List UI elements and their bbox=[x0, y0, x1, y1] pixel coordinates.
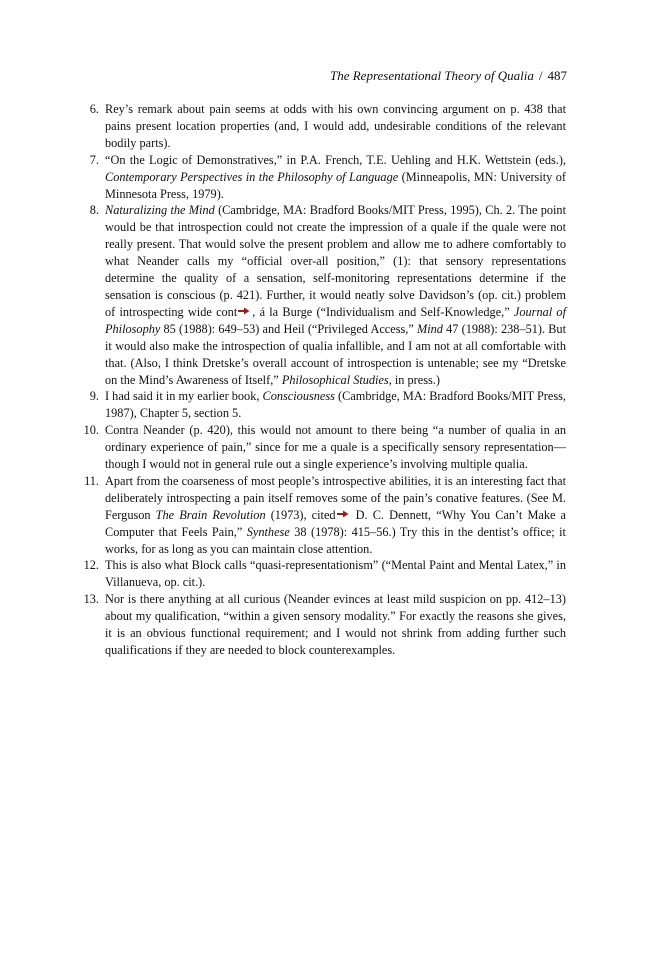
note-italic-title: The Brain Revolution bbox=[155, 507, 266, 522]
endnotes-list bbox=[83, 101, 567, 659]
note-text: D. C. Dennett, “Why You Can’t Make a Computer that Feels Pain,” bbox=[105, 507, 567, 539]
note-text: Nor is there anything at all curious (Neander evinces at least mild suspicion on pp. 412–13) about my qualification, “within a given sensory modality.” For exactly the reasons she gives, it is an obvious functional requirement; and I would not shrink from adding further such qualifications if they are needed to block counterexamples. bbox=[105, 592, 566, 657]
note-italic-title: Contemporary Perspectives in the Philosophy of Language bbox=[105, 169, 399, 184]
note-number: 12. bbox=[83, 558, 99, 573]
page-number: 487 bbox=[547, 68, 567, 83]
header-separator: / bbox=[538, 68, 543, 83]
running-head bbox=[330, 68, 567, 84]
endnote-10 bbox=[83, 422, 566, 473]
note-number: 13. bbox=[83, 592, 99, 607]
endnote-12 bbox=[83, 557, 566, 591]
note-text: (Cambridge, MA: Bradford Books/MIT Press, 1995), Ch. 2. The point would be that introspection could not create the impression of a quale if the quale were not really present. That would solve the present problem and allow me to adhere comfortably to what Neander calls my “official over-all position,” (1): that sensory representations determine the quality of a sensation, self-monitoring representations determine if the sensation is conscious (p. 421). Further, it would neatly solve Davidson’s (op. cit.) problem of introspecting wide cont bbox=[105, 203, 566, 319]
note-italic-title: Mind bbox=[416, 321, 443, 336]
note-number: 11. bbox=[84, 473, 99, 488]
note-text: Contra Neander (p. 420), this would not amount to there being “a number of qualia in an ordinary experience of pain,” since for me a quale is a specifically sensory representation—though I would not in general rule out a single experience’s involving multiple qualia. bbox=[105, 423, 566, 472]
note-italic-title: Synthese bbox=[246, 524, 290, 539]
note-text: (Minneapolis, MN: University of Minnesota Press, 1979). bbox=[105, 169, 566, 201]
note-number: 6. bbox=[89, 102, 99, 116]
red-arrow-icon[interactable] bbox=[337, 510, 349, 518]
endnote-9 bbox=[89, 388, 566, 422]
note-text: (1973), cited bbox=[265, 507, 336, 522]
note-number: 7. bbox=[89, 152, 99, 167]
note-italic-title: Journal of Philosophy bbox=[105, 304, 566, 336]
note-italic-title: Philosophical Studies bbox=[281, 372, 389, 387]
note-number: 8. bbox=[89, 203, 99, 218]
note-text: 47 (1988): 238–51). But it would also make the introspection of qualia infallible, and I am not at all comfortable with that. (Also, I think Dretske’s overall account of introspection is untenable; see my “Dretske on the Mind’s Awareness of Itself,” bbox=[105, 321, 567, 387]
note-text: , á la Burge (“Individualism and Self-Knowledge,” bbox=[252, 304, 514, 319]
note-text: (Cambridge, MA: Bradford Books/MIT Press, 1987), Chapter 5, section 5. bbox=[105, 389, 566, 421]
note-text: , in press.) bbox=[388, 372, 440, 387]
note-text: I had said it in my earlier book, bbox=[105, 389, 263, 404]
note-number: 9. bbox=[89, 389, 99, 404]
endnote-7 bbox=[89, 152, 566, 203]
note-text: This is also what Block calls “quasi-representationism” (“Mental Paint and Mental Latex,” in Villanueva, op. cit.). bbox=[105, 558, 566, 590]
red-arrow-icon[interactable] bbox=[238, 307, 250, 315]
note-text: “On the Logic of Demonstratives,” in P.A. French, T.E. Uehling and H.K. Wettstein (eds.), bbox=[105, 152, 566, 167]
note-italic-title: Consciousness bbox=[262, 389, 335, 404]
note-number: 10. bbox=[83, 423, 99, 438]
endnote-11 bbox=[84, 473, 567, 558]
running-title: The Representational Theory of Qualia bbox=[329, 68, 534, 83]
note-italic-title: Naturalizing the Mind bbox=[105, 203, 215, 218]
endnote-13 bbox=[83, 591, 566, 659]
endnote-8 bbox=[89, 202, 567, 388]
note-text: Rey’s remark about pain seems at odds with his own convincing argument on p. 438 that pains present location properties (and, I would add, undesirable conditions of the relevant bodily parts). bbox=[105, 102, 566, 150]
endnote-6 bbox=[89, 101, 566, 152]
note-text: Apart from the coarseness of most people’s introspective abilities, it is an interesting fact that deliberately introspecting a pain itself removes some of the pain’s conative features. (See M. Ferguson bbox=[105, 473, 566, 522]
note-text: 85 (1988): 649–53) and Heil (“Privileged Access,” bbox=[160, 321, 417, 336]
note-text: 38 (1978): 415–56.) Try this in the dentist’s office; it works, for as long as you can maintain close attention. bbox=[105, 524, 566, 556]
